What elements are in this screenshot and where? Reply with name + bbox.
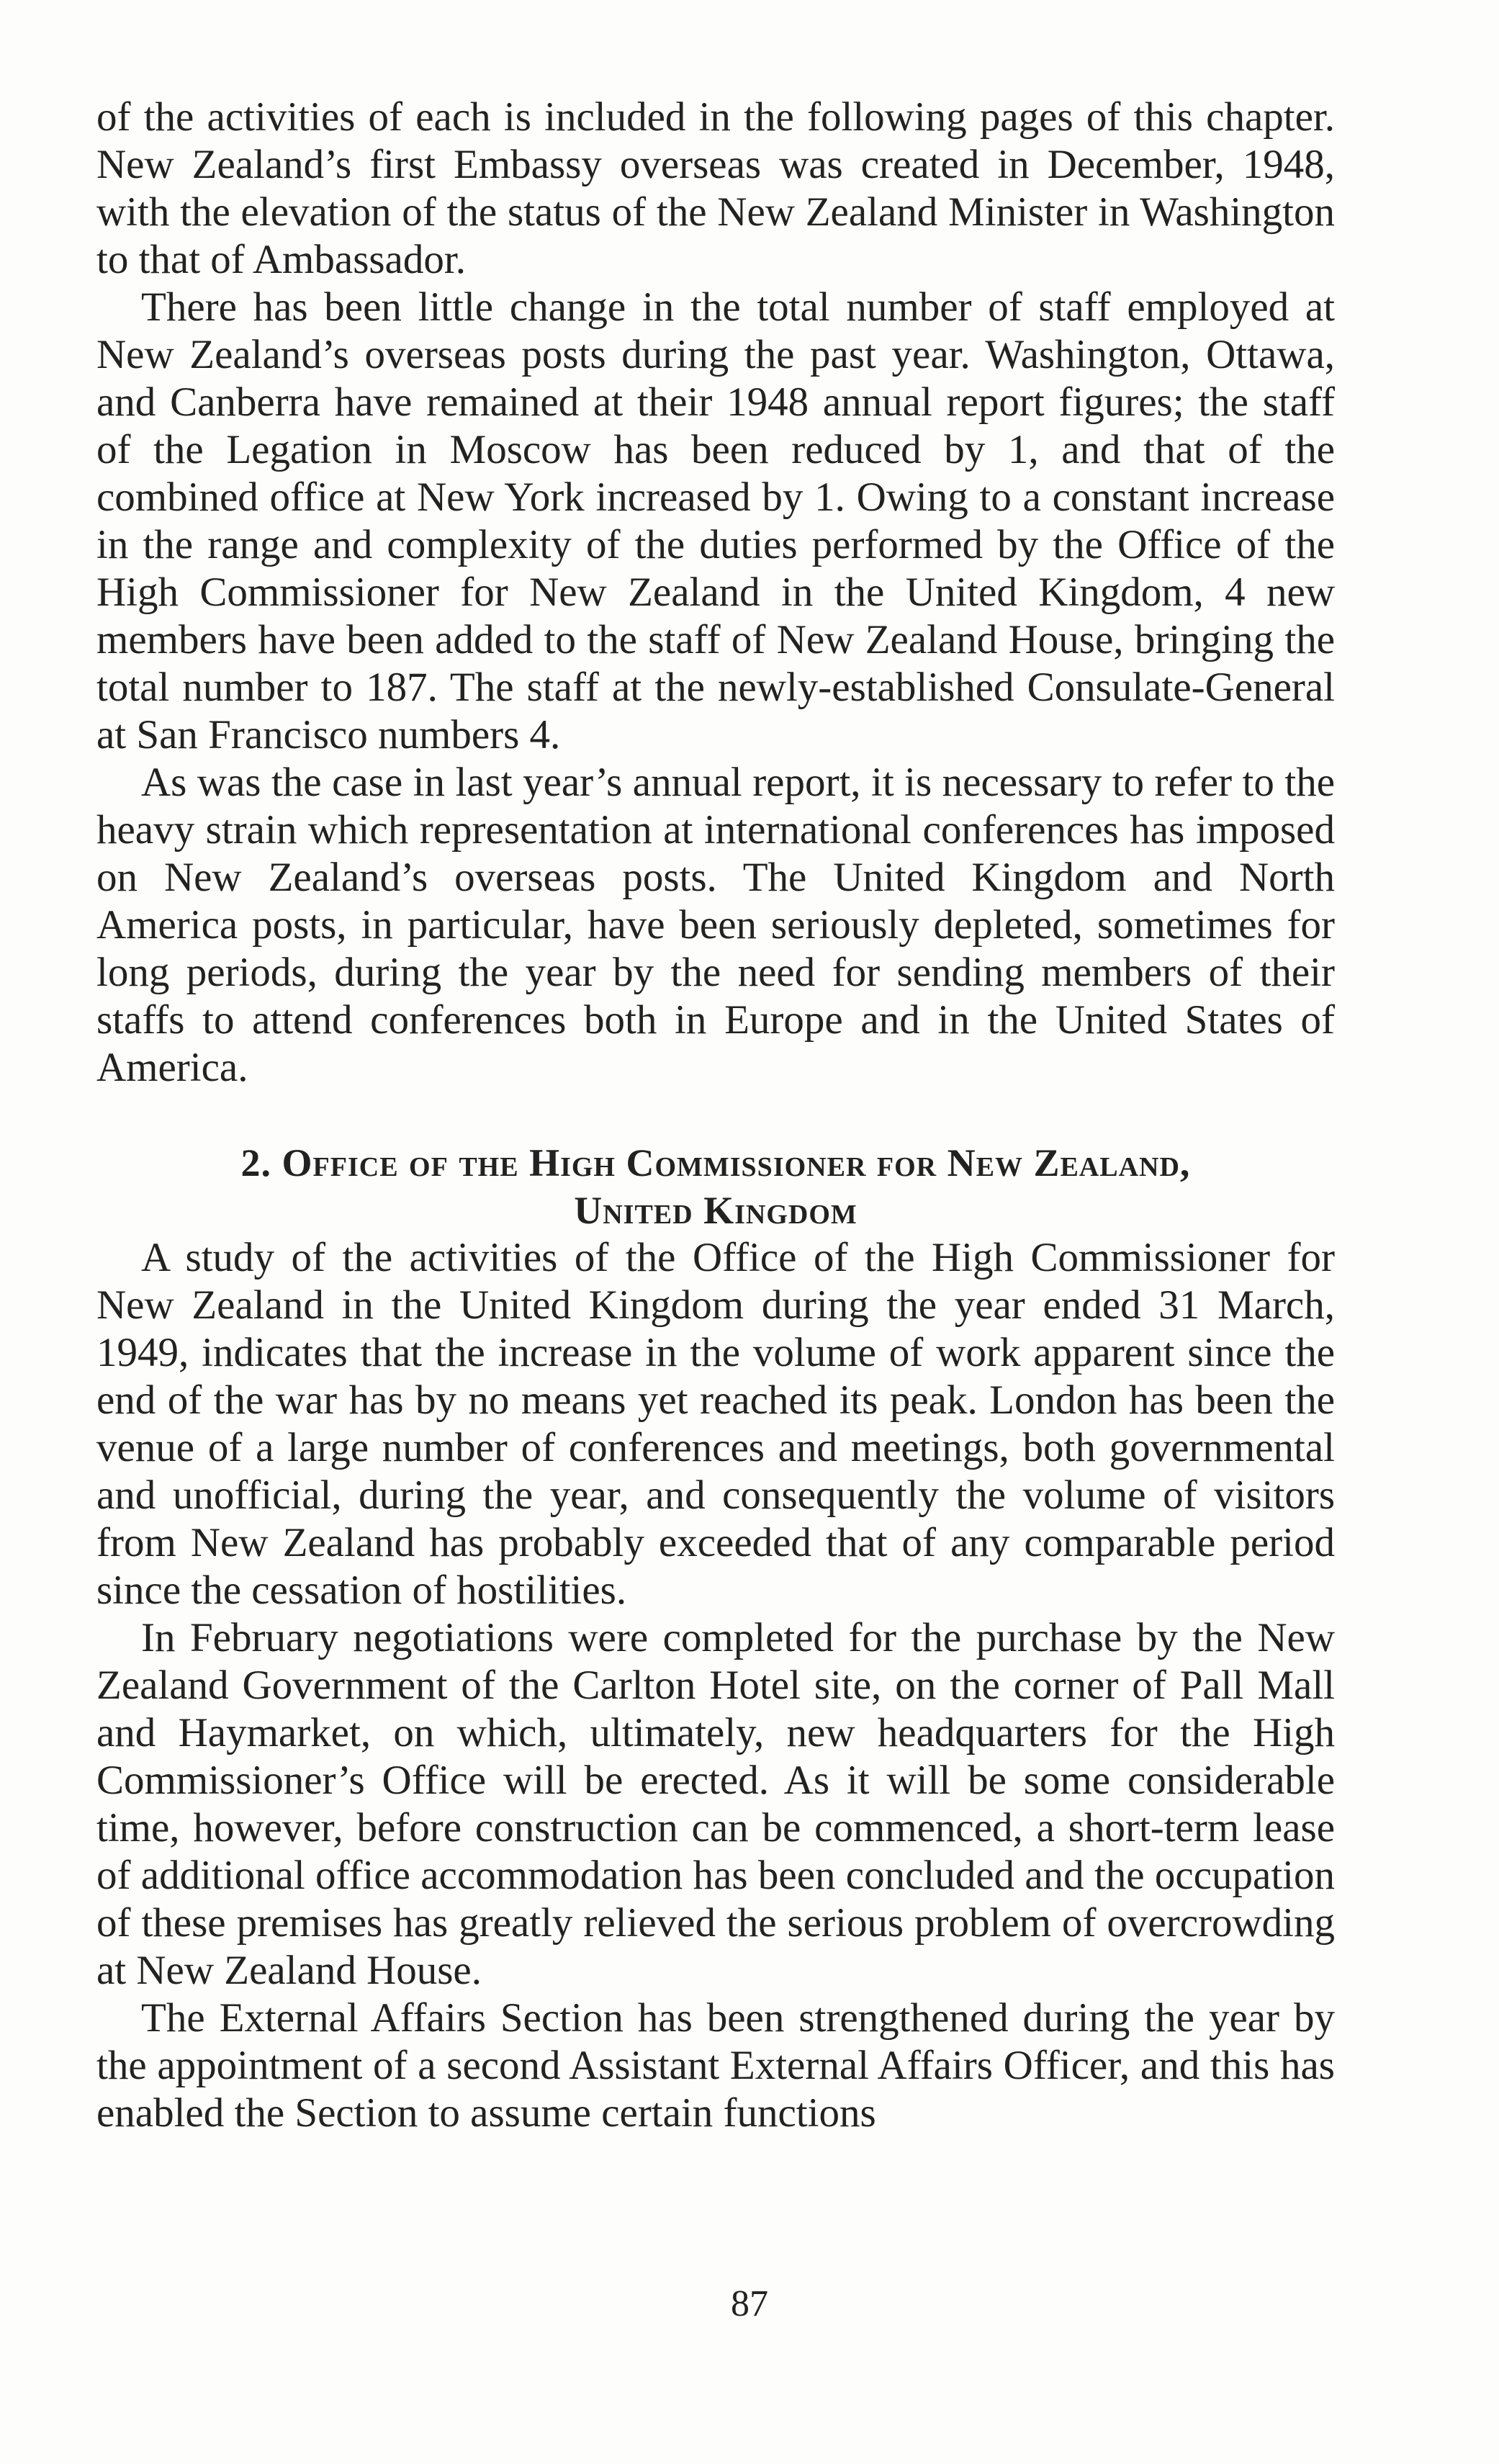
section-heading: [96, 1139, 1335, 1234]
page-body: [96, 94, 1335, 2137]
page-number: 87: [731, 2283, 768, 2324]
body-paragraph: of the activities of each is included in the following pages of this chapter. New Zealand’s first Embassy overseas was created in December, 1948, with the elevation of the status of the New Zealand Minister in Washington to that of Ambassador.: [96, 94, 1335, 282]
body-paragraph: As was the case in last year’s annual report, it is necessary to refer to the heavy strain which representation at international conferences has imposed on New Zealand’s overseas posts. The United Kingdom and North America posts, in particular, have been seriously depleted, sometimes for long periods, during the year by the need for sending members of their staffs to attend conferences both in Europe and in the United States of America.: [96, 760, 1335, 1090]
body-paragraph: There has been little change in the total number of staff employed at New Zealand’s overseas posts during the past year. Washington, Ottawa, and Canberra have remained at their 1948 annual report figures; the staff of the Legation in Moscow has been reduced by 1, and that of the combined office at New York increased by 1. Owing to a constant increase in the range and complexity of the duties performed by the Office of the High Commissioner for New Zealand in the United Kingdom, 4 new members have been added to the staff of New Zealand House, bringing the total number to 187. The staff at the newly-established Consulate-General at San Francisco numbers 4.: [96, 284, 1335, 757]
body-paragraph: In February negotiations were completed for the purchase by the New Zealand Government of the Carlton Hotel site, on the corner of Pall Mall and Haymarket, on which, ultimately, new headquarters for the High Commissioner’s Office will be erected. As it will be some considerable time, however, before construction can be commenced, a short-term lease of additional office accommodation has been concluded and the occupation of these premises has greatly relieved the serious problem of overcrowding at New Zealand House.: [96, 1615, 1335, 1993]
body-paragraph: A study of the activities of the Office of the High Commissioner for New Zealand in the United Kingdom during the year ended 31 March, 1949, indicates that the increase in the volume of work apparent since the end of the war has by no means yet reached its peak. London has been the venue of a large number of conferences and meetings, both governmental and unofficial, during the year, and consequently the volume of visitors from New Zealand has probably exceeded that of any comparable period since the cessation of hostilities.: [96, 1235, 1335, 1613]
section-heading-line: 2. Office of the High Commissioner for New Zealand,: [240, 1141, 1191, 1184]
section-heading-line: United Kingdom: [574, 1189, 857, 1232]
body-paragraph: The External Affairs Section has been strengthened during the year by the appointment of a second Assistant External Affairs Officer, and this has enabled the Section to assume certain functions: [96, 1995, 1335, 2136]
